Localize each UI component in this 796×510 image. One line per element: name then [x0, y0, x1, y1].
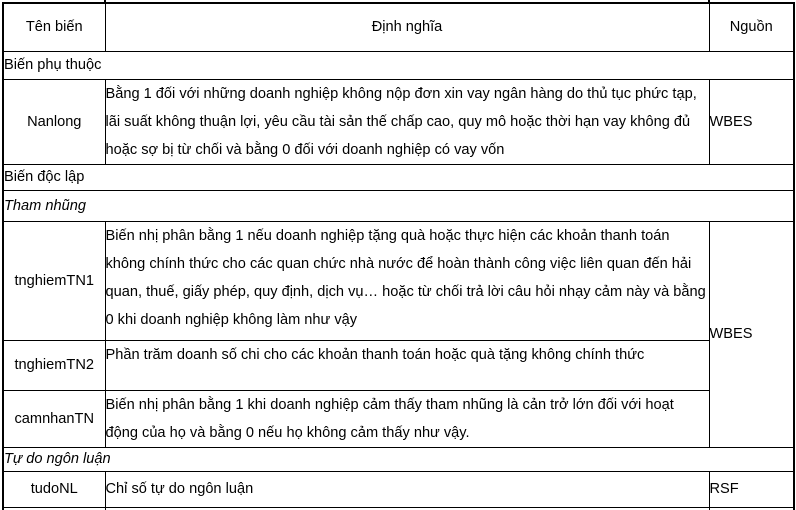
source-nanlong: WBES	[709, 79, 794, 164]
table-row-tnghiemTN1	[3, 221, 794, 340]
table-row-nanlong	[3, 79, 794, 164]
table-row-tnghiemTN2	[3, 340, 794, 390]
variable-definition-table	[2, 2, 795, 510]
definition-camnhanTN: Biến nhị phân bằng 1 khi doanh nghiệp cảm thấy tham nhũng là cản trở lớn đối với hoạt động của họ và bằng 0 nếu họ không cảm thấy như vậy.	[105, 390, 709, 447]
variable-name-camnhanTN: camnhanTN	[3, 390, 105, 447]
section-label-dependent: Biến phụ thuộc	[3, 51, 794, 79]
definition-tnghiemTN1: Biến nhị phân bằng 1 nếu doanh nghiệp tặng quà hoặc thực hiện các khoản thanh toán không chính thức cho các quan chức nhà nước để hoàn thành công việc liên quan đến hải quan, thuế, giấy phép, quy định, dịch vụ… hoặc từ chối trả lời câu hỏi nhạy cảm này và bằng 0 khi doanh nghiệp không làm như vậy	[105, 221, 709, 340]
source-tudoNL: RSF	[709, 471, 794, 507]
source-corruption-merged: WBES	[709, 221, 794, 447]
definition-nanlong: Bằng 1 đối với những doanh nghiệp không nộp đơn xin vay ngân hàng do thủ tục phức tạp, lãi suất không thuận lợi, yêu cầu tài sản thế chấp cao, quy mô hoặc thời hạn vay không đủ hoặc sợ bị từ chối và bằng 0 đối với doanh nghiệp có vay vốn	[105, 79, 709, 164]
section-label-free-speech: Tự do ngôn luận	[3, 447, 794, 471]
table-row-tudoNL	[3, 471, 794, 507]
definition-tnghiemTN2: Phần trăm doanh số chi cho các khoản thanh toán hoặc quà tặng không chính thức	[105, 340, 709, 390]
definition-tudoNL: Chỉ số tự do ngôn luận	[105, 471, 709, 507]
header-cell-definition: Định nghĩa	[105, 3, 709, 51]
variable-name-tudoNL: tudoNL	[3, 471, 105, 507]
header-cell-variable: Tên biến	[3, 3, 105, 51]
header-cell-source: Nguồn	[709, 3, 794, 51]
table-row-camnhanTN	[3, 390, 794, 447]
section-row-dependent	[3, 51, 794, 79]
section-row-free-speech	[3, 447, 794, 471]
variable-name-tnghiemTN2: tnghiemTN2	[3, 340, 105, 390]
section-row-independent	[3, 164, 794, 190]
variable-name-tnghiemTN1: tnghiemTN1	[3, 221, 105, 340]
section-label-independent: Biến độc lập	[3, 164, 794, 190]
table-header-row	[3, 3, 794, 51]
variable-name-nanlong: Nanlong	[3, 79, 105, 164]
section-label-corruption: Tham nhũng	[3, 190, 794, 221]
section-row-corruption	[3, 190, 794, 221]
